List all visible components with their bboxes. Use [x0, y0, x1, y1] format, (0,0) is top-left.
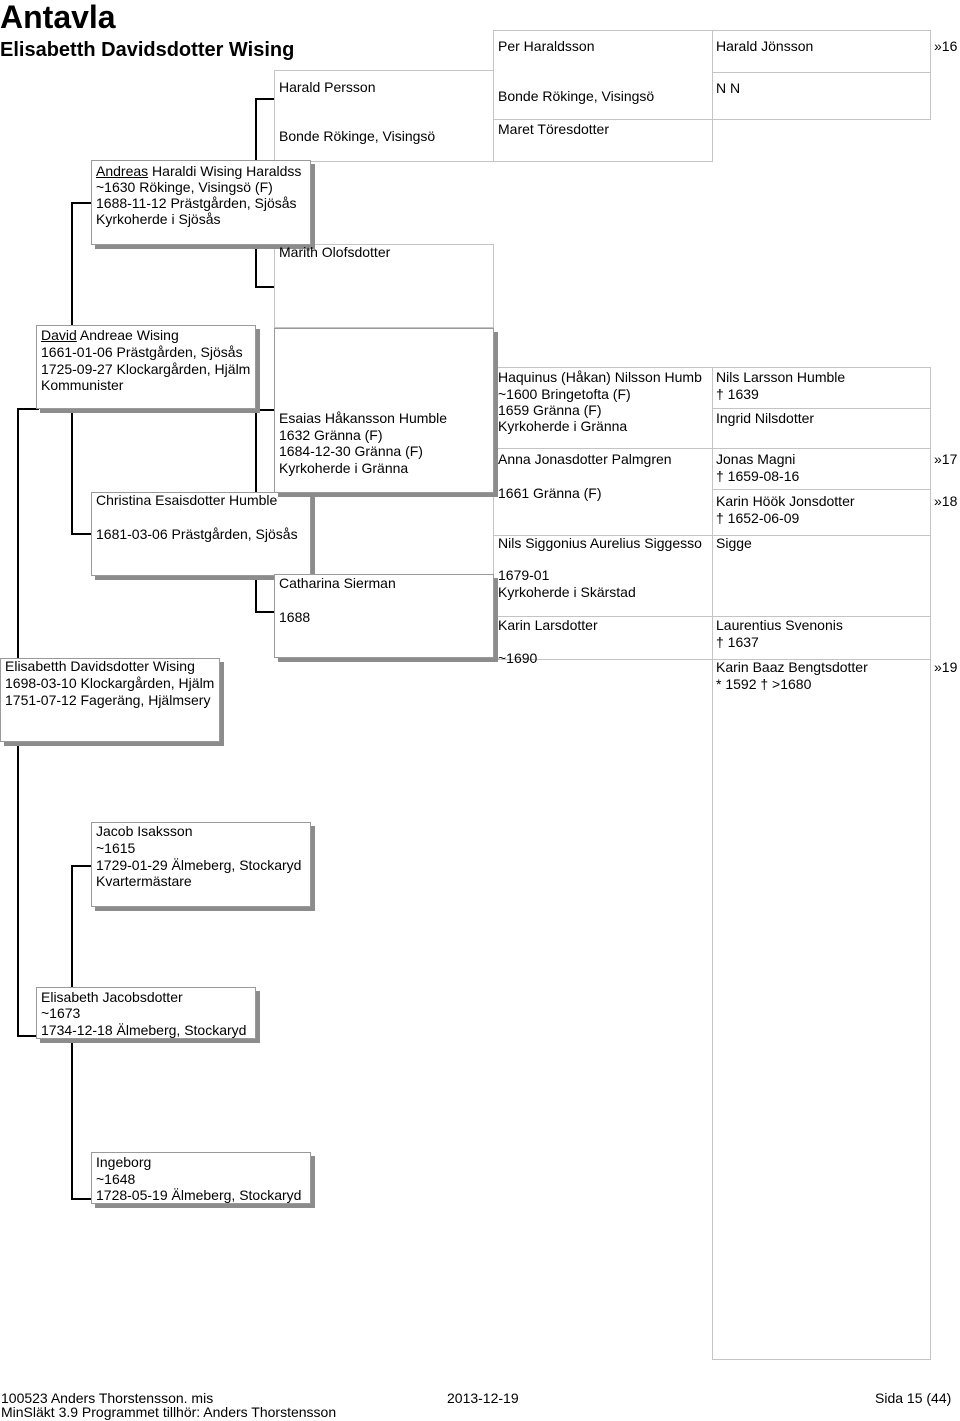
footer-page: Sida 15 (44): [875, 1390, 952, 1406]
connector-line: [255, 409, 257, 494]
footer-program: MinSläkt 3.9 Programmet tillhör: Anders Thorstensson: [1, 1404, 337, 1420]
connector-line: [255, 98, 275, 100]
mother-name: Elisabeth Jacobsdotter: [41, 989, 183, 1005]
root-name: Elisabetth Davidsdotter Wising: [5, 658, 195, 674]
connector-line: [255, 286, 275, 288]
father-rest-name: Andreae Wising: [76, 327, 179, 343]
fmmf-occupation: Kyrkoherde i Skärstad: [498, 584, 636, 600]
g6-p8-died: † 1637: [716, 634, 759, 650]
fmmf-name: Nils Siggonius Aurelius Siggesso: [498, 535, 702, 551]
fm-name: Christina Esaisdotter Humble: [96, 492, 278, 508]
g6-p4-name: Ingrid Nilsdotter: [716, 410, 815, 426]
g6-p8-name: Laurentius Svenonis: [716, 617, 843, 633]
g6-p9-name: Karin Baaz Bengtsdotter: [716, 659, 868, 675]
fmff-born: ~1600 Bringetofta (F): [498, 386, 631, 402]
mf-born: ~1615: [96, 840, 136, 856]
ref-link-16[interactable]: »16: [934, 38, 958, 54]
connector-line: [255, 611, 275, 613]
ffff-name: Per Haraldsson: [498, 38, 595, 54]
fmfm-born: 1661 Gränna (F): [498, 485, 602, 501]
connector-line: [255, 98, 257, 163]
connector-line: [71, 865, 73, 988]
ffff-occupation: Bonde Rökinge, Visingsö: [498, 88, 655, 104]
ff-name: [96, 163, 310, 180]
fff-name: Harald Persson: [279, 79, 376, 95]
fmfm-name: Anna Jonasdotter Palmgren: [498, 451, 672, 467]
ancestor-box: [712, 659, 931, 1360]
ref-link-17[interactable]: »17: [934, 451, 958, 467]
mm-died: 1728-05-19 Älmeberg, Stockaryd: [96, 1187, 302, 1203]
father-died: 1725-09-27 Klockargården, Hjälm: [41, 361, 251, 377]
g6-p7-name: Sigge: [716, 535, 752, 551]
connector-line: [255, 576, 257, 613]
connector-line: [17, 742, 19, 1037]
connector-line: [71, 409, 73, 535]
g6-p5-died: † 1659-08-16: [716, 468, 800, 484]
father-born: 1661-01-06 Prästgården, Sjösås: [41, 344, 243, 360]
mm-born: ~1648: [96, 1171, 136, 1187]
connector-line: [17, 410, 19, 668]
connector-line: [71, 202, 73, 328]
root-born: 1698-03-10 Klockargården, Hjälm: [5, 675, 215, 691]
mf-name: Jacob Isaksson: [96, 823, 193, 839]
fmf-born: 1632 Gränna (F): [279, 427, 383, 443]
g6-p6-name: Karin Höök Jonsdotter: [716, 493, 855, 509]
mother-born: ~1673: [41, 1005, 81, 1021]
ff-born: ~1630 Rökinge, Visingsö (F): [96, 179, 273, 195]
fmmm-died: ~1690: [498, 650, 538, 666]
page-subtitle: Elisabetth Davidsdotter Wising: [0, 39, 295, 61]
fm-born: 1681-03-06 Prästgården, Sjösås: [96, 526, 298, 542]
ff-first-name[interactable]: Andreas: [96, 163, 149, 179]
g6-p1-name: Harald Jönsson: [716, 38, 814, 54]
fmm-died: 1688: [279, 609, 311, 625]
mf-occupation: Kvartermästare: [96, 873, 192, 889]
father-first-name[interactable]: David: [41, 327, 77, 343]
ref-link-18[interactable]: »18: [934, 493, 958, 509]
connector-line: [71, 1198, 93, 1200]
ff-rest-name: Haraldi Wising Haraldss: [148, 163, 302, 179]
fmf-died: 1684-12-30 Gränna (F): [279, 443, 423, 459]
fmff-occupation: Kyrkoherde i Gränna: [498, 418, 628, 434]
g6-p3-died: † 1639: [716, 386, 759, 402]
footer-file: 100523 Anders Thorstensson. mis: [1, 1390, 214, 1406]
fmf-occupation: Kyrkoherde i Gränna: [279, 460, 409, 476]
mf-died: 1729-01-29 Älmeberg, Stockaryd: [96, 857, 302, 873]
g6-p9-dates: * 1592 † >1680: [716, 676, 812, 692]
mother-died: 1734-12-18 Älmeberg, Stockaryd: [41, 1022, 247, 1038]
father-occupation: Kommunister: [41, 377, 124, 393]
fmff-name: Haquinus (Håkan) Nilsson Humb: [498, 369, 702, 385]
connector-line: [255, 409, 275, 411]
connector-line: [71, 533, 93, 535]
fmf-name: Esaias Håkansson Humble: [279, 410, 448, 426]
mm-name: Ingeborg: [96, 1154, 152, 1170]
fffm-name: Maret Töresdotter: [498, 121, 610, 137]
fmmm-name: Karin Larsdotter: [498, 617, 598, 633]
father-name: [41, 327, 255, 344]
connector-line: [71, 202, 93, 204]
connector-line: [71, 865, 93, 867]
ff-occupation: Kyrkoherde i Sjösås: [96, 211, 221, 227]
fmff-died: 1659 Gränna (F): [498, 402, 602, 418]
footer-date: 2013-12-19: [447, 1390, 519, 1406]
ff-died: 1688-11-12 Prästgården, Sjösås: [96, 195, 297, 211]
g6-p2-name: N N: [716, 80, 741, 96]
fmmf-died: 1679-01: [498, 567, 550, 583]
ref-link-19[interactable]: »19: [934, 659, 958, 675]
fmm-name: Catharina Sierman: [279, 575, 396, 591]
connector-line: [71, 1039, 73, 1200]
g6-p3-name: Nils Larsson Humble: [716, 369, 846, 385]
page-title: Antavla: [0, 0, 116, 35]
root-died: 1751-07-12 Fageräng, Hjälmsery: [5, 692, 211, 708]
connector-line: [255, 245, 257, 288]
g6-p5-name: Jonas Magni: [716, 451, 796, 467]
g6-p6-died: † 1652-06-09: [716, 510, 800, 526]
ffm-name: Marith Olofsdotter: [279, 244, 391, 260]
fff-occupation: Bonde Rökinge, Visingsö: [279, 128, 436, 144]
